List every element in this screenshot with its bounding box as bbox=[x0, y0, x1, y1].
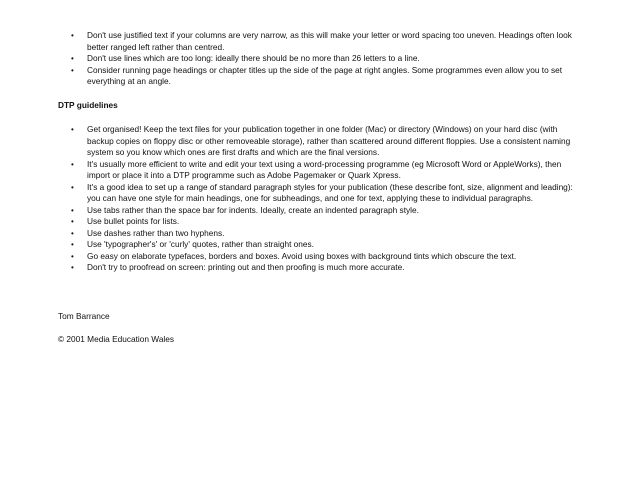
bullet-icon: • bbox=[71, 54, 74, 63]
bullet-icon: • bbox=[71, 182, 74, 192]
list-item-text: It's a good idea to set up a range of standard paragraph styles for your publication (these describe font, size, alignment and leading): you can have one style for main headings, one for subheadings, and one for text, applying these to individual paragraphs. bbox=[87, 181, 573, 203]
intro-bullet-list bbox=[0, 30, 638, 88]
list-item-text: Use bullet points for lists. bbox=[87, 216, 180, 226]
bullet-icon: • bbox=[71, 251, 74, 261]
list-item bbox=[0, 159, 638, 182]
list-item bbox=[0, 228, 638, 240]
list-item bbox=[0, 205, 638, 217]
list-item bbox=[0, 30, 638, 53]
list-item bbox=[0, 182, 638, 205]
list-item-text: Go easy on elaborate typefaces, borders and boxes. Avoid using boxes with background tints which obscure the text. bbox=[87, 250, 517, 261]
bullet-icon: • bbox=[71, 217, 74, 226]
list-item bbox=[0, 216, 638, 228]
bullet-icon: • bbox=[71, 228, 74, 238]
dtp-guidelines-heading: DTP guidelines bbox=[58, 100, 118, 110]
list-item bbox=[0, 124, 638, 159]
list-item-text: Use 'typographer's' or 'curly' quotes, rather than straight ones. bbox=[87, 239, 314, 249]
dtp-bullet-list bbox=[0, 124, 638, 274]
list-item-text: Use dashes rather than two hyphens. bbox=[87, 227, 225, 238]
list-item-text: Don't use justified text if your columns are very narrow, as this will make your letter or word spacing too uneven. Headings often look better ranged left rather than centred. bbox=[87, 30, 572, 52]
list-item-text: Don't use lines which are too long: ideally there should be no more than 26 letters to a line. bbox=[87, 53, 420, 63]
list-item-text: Consider running page headings or chapter titles up the side of the page at right angles. Some programmes even allow you to set everything at an angle. bbox=[87, 64, 563, 86]
bullet-icon: • bbox=[71, 31, 74, 40]
list-item bbox=[0, 65, 638, 88]
list-item-text: It's usually more efficient to write and edit your text using a word-processing programme (eg Microsoft Word or AppleWorks), then import or place it into a DTP programme such as Adobe Pagemaker or Quark Xpress. bbox=[87, 158, 562, 180]
bullet-icon: • bbox=[71, 159, 74, 169]
list-item bbox=[0, 251, 638, 263]
list-item-text: Don't try to proofread on screen: printing out and then proofing is much more accurate. bbox=[87, 262, 405, 272]
bullet-icon: • bbox=[71, 65, 74, 75]
bullet-icon: • bbox=[71, 263, 74, 272]
bullet-icon: • bbox=[71, 205, 74, 215]
copyright-notice: © 2001 Media Education Wales bbox=[58, 334, 175, 344]
list-item bbox=[0, 53, 638, 65]
list-item bbox=[0, 239, 638, 251]
bullet-icon: • bbox=[71, 240, 74, 249]
list-item-text: Use tabs rather than the space bar for indents. Ideally, create an indented paragraph style. bbox=[87, 204, 419, 215]
author-name: Tom Barrance bbox=[58, 311, 110, 321]
bullet-icon: • bbox=[71, 125, 74, 134]
list-item bbox=[0, 262, 638, 274]
list-item-text: Get organised! Keep the text files for your publication together in one folder (Mac) or directory (Windows) on your hard disc (with backup copies on floppy disc or other removeable storage), rather than scattered around different floppies. Use a consistent naming system so you know which ones are first drafts and which are the final versions. bbox=[87, 124, 571, 157]
